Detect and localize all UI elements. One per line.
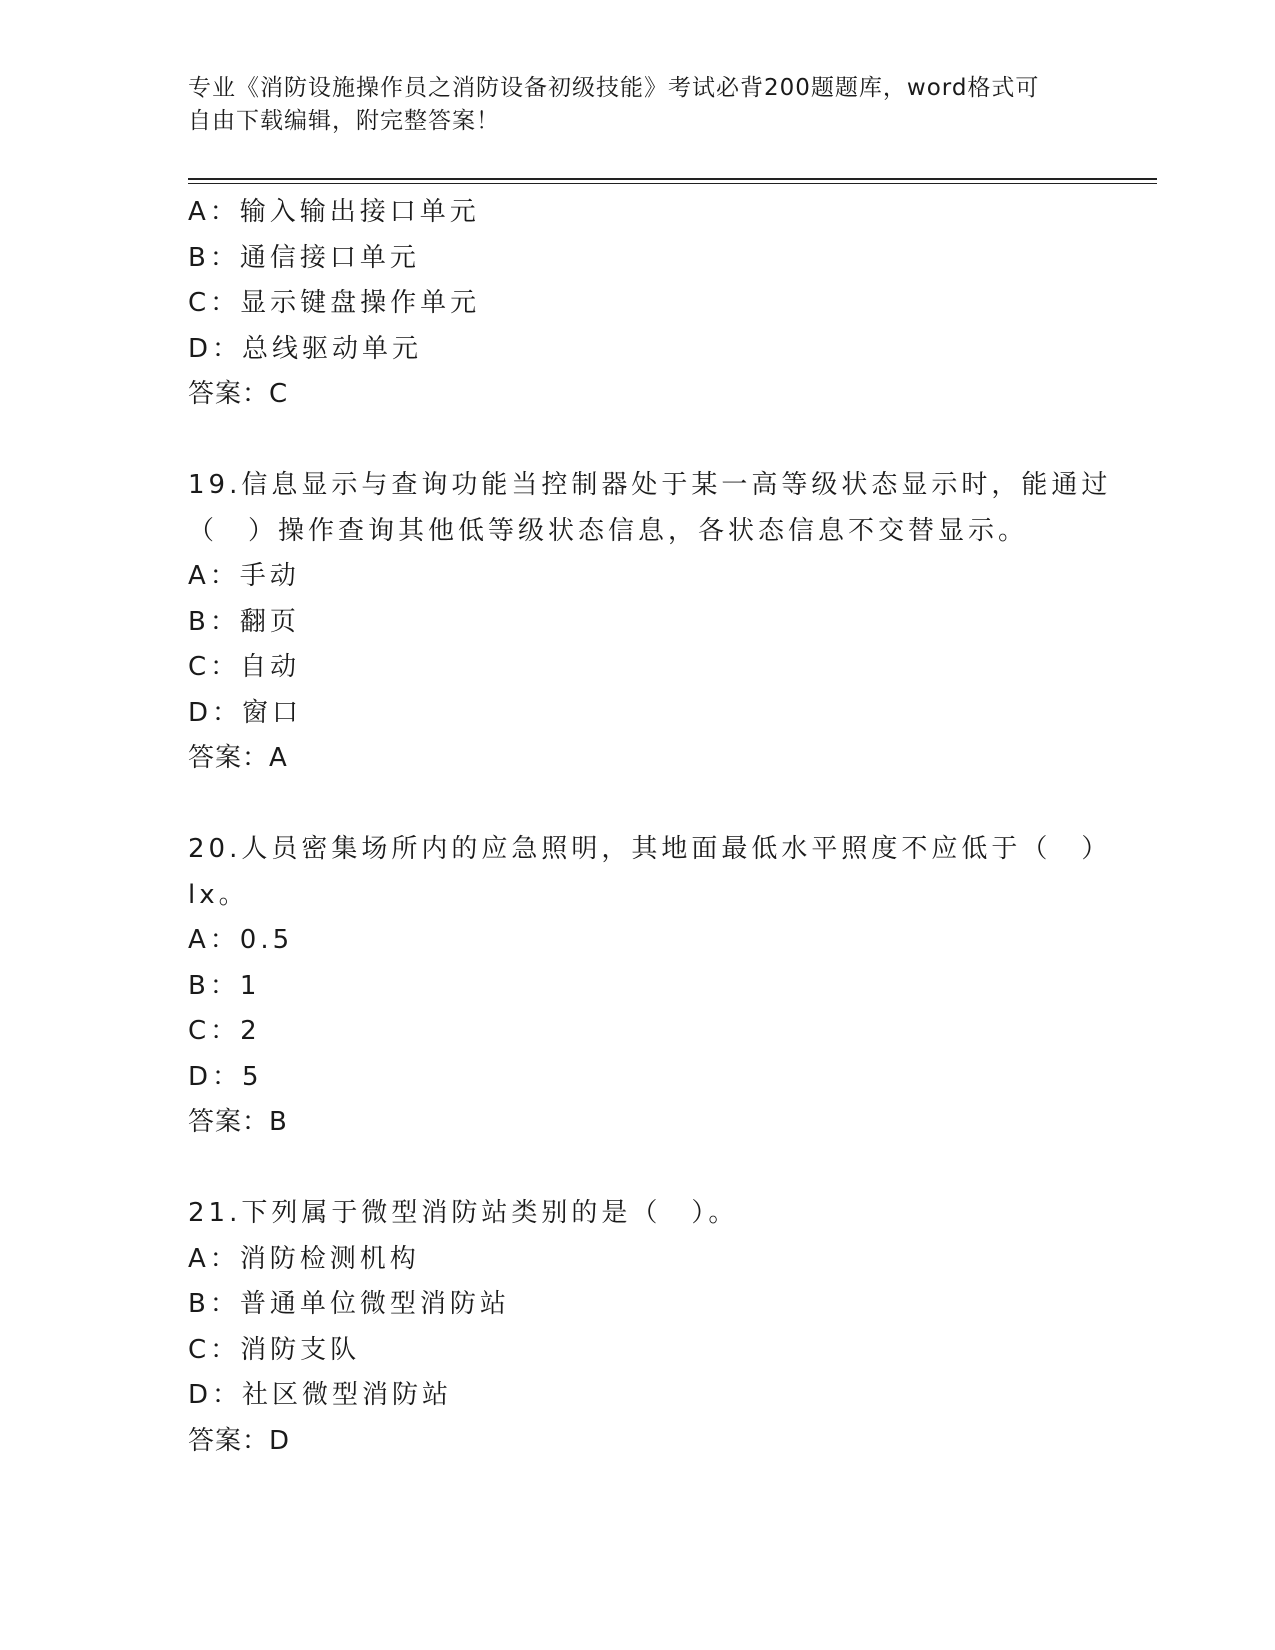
option-c: C：自动 xyxy=(188,652,301,682)
option-d: D：5 xyxy=(188,1061,263,1092)
spacer xyxy=(188,782,1088,828)
answer: 答案：D xyxy=(188,1425,291,1456)
option-a: A：消防检测机构 xyxy=(188,1243,420,1274)
question-stem: 21.下列属于微型消防站类别的是（ ）。 xyxy=(188,1198,739,1228)
question-list xyxy=(188,190,1112,1464)
header-divider xyxy=(188,178,1157,180)
option-c: C：2 xyxy=(188,1016,261,1046)
question-21 xyxy=(188,1191,1088,1464)
question-stem: 20.人员密集场所内的应急照明，其地面最低水平照度不应低于（ ） xyxy=(188,834,1112,864)
option-c: C：显示键盘操作单元 xyxy=(188,288,481,318)
answer: 答案：B xyxy=(188,1107,288,1137)
spacer xyxy=(188,418,1088,464)
option-d: D：社区微型消防站 xyxy=(188,1380,453,1410)
option-d: D：总线驱动单元 xyxy=(188,333,423,364)
option-b: B：翻页 xyxy=(188,606,300,637)
option-a: A：0.5 xyxy=(188,925,294,955)
option-a: A：输入输出接口单元 xyxy=(188,197,480,227)
header-line-2: 自由下载编辑，附完整答案！ xyxy=(188,108,500,134)
option-b: B：通信接口单元 xyxy=(188,242,420,273)
question-stem-continued: （ ）操作查询其他低等级状态信息，各状态信息不交替显示。 xyxy=(188,515,1029,546)
answer: 答案：A xyxy=(188,743,288,773)
option-c: C：消防支队 xyxy=(188,1334,361,1365)
question-20 xyxy=(188,827,1112,1146)
question-18 xyxy=(188,190,1088,418)
option-b: B：普通单位微型消防站 xyxy=(188,1289,510,1319)
question-19 xyxy=(188,463,1112,782)
document-header xyxy=(188,72,1068,138)
question-stem-continued: lx。 xyxy=(188,879,249,910)
option-b: B：1 xyxy=(188,970,261,1001)
header-line-1: 专业《消防设施操作员之消防设备初级技能》考试必背200题题库，word格式可 xyxy=(188,75,1040,101)
spacer xyxy=(188,1146,1088,1192)
header-divider-thin xyxy=(188,183,1157,184)
option-d: D：窗口 xyxy=(188,697,303,728)
question-stem: 19.信息显示与查询功能当控制器处于某一高等级状态显示时，能通过 xyxy=(188,470,1112,500)
answer: 答案：C xyxy=(188,379,289,409)
option-a: A：手动 xyxy=(188,561,300,591)
